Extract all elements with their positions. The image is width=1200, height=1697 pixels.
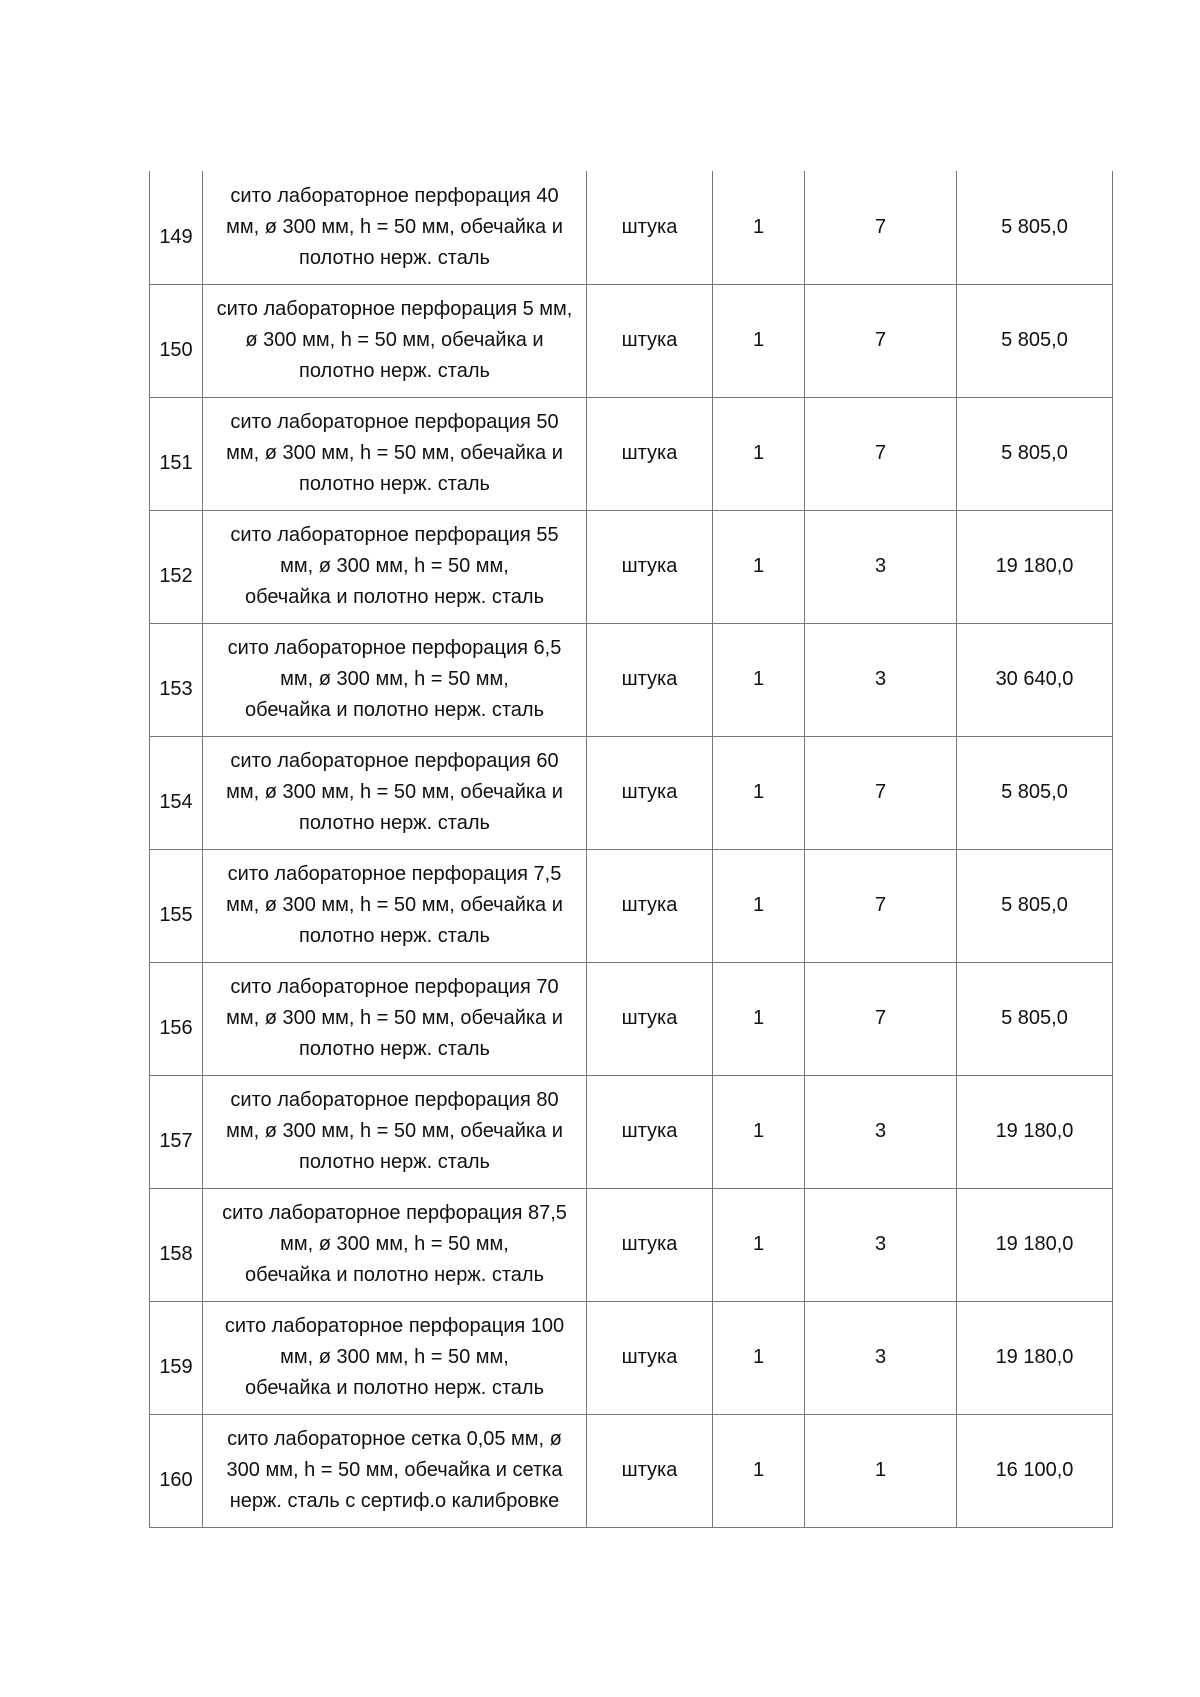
price-cell: 5 805,0 [957, 171, 1113, 284]
item-description-text: сито лабораторное перфорация 87,5 мм, ø 300 мм, h = 50 мм, обечайка и полотно нерж. сталь [222, 1202, 567, 1286]
item-description-text: сито лабораторное перфорация 70 мм, ø 300 мм, h = 50 мм, обечайка и полотно нерж. сталь [226, 976, 563, 1060]
table-row [150, 284, 1113, 397]
item-description-text: сито лабораторное сетка 0,05 мм, ø 300 мм, h = 50 мм, обечайка и сетка нерж. сталь с сертиф.о калибровке [226, 1428, 563, 1512]
item-description [203, 962, 587, 1075]
item-description-text: сито лабораторное перфорация 60 мм, ø 300 мм, h = 50 мм, обечайка и полотно нерж. сталь [226, 750, 563, 834]
table-row [150, 510, 1113, 623]
row-number: 152 [150, 510, 203, 623]
price-cell: 5 805,0 [957, 736, 1113, 849]
unit-cell: штука [587, 962, 713, 1075]
price-cell: 30 640,0 [957, 623, 1113, 736]
quantity-cell: 1 [713, 623, 805, 736]
item-description-text: сито лабораторное перфорация 6,5 мм, ø 300 мм, h = 50 мм, обечайка и полотно нерж. сталь [227, 637, 562, 721]
table-row [150, 962, 1113, 1075]
quantity-cell: 1 [713, 962, 805, 1075]
count-cell: 7 [805, 736, 957, 849]
item-description [203, 171, 587, 284]
price-cell: 19 180,0 [957, 1075, 1113, 1188]
count-cell: 3 [805, 1188, 957, 1301]
item-description [203, 1188, 587, 1301]
quantity-cell: 1 [713, 1301, 805, 1414]
item-description-text: сито лабораторное перфорация 50 мм, ø 300 мм, h = 50 мм, обечайка и полотно нерж. сталь [226, 411, 563, 495]
item-description-text: сито лабораторное перфорация 5 мм, ø 300 мм, h = 50 мм, обечайка и полотно нерж. сталь [216, 298, 573, 382]
row-number: 159 [150, 1301, 203, 1414]
unit-cell: штука [587, 623, 713, 736]
quantity-cell: 1 [713, 1188, 805, 1301]
price-cell: 5 805,0 [957, 284, 1113, 397]
item-description-text: сито лабораторное перфорация 40 мм, ø 300 мм, h = 50 мм, обечайка и полотно нерж. сталь [226, 184, 563, 269]
item-description [203, 1301, 587, 1414]
item-description [203, 1075, 587, 1188]
item-description [203, 623, 587, 736]
price-cell: 19 180,0 [957, 1301, 1113, 1414]
row-number: 151 [150, 397, 203, 510]
price-cell: 16 100,0 [957, 1414, 1113, 1527]
table-row [150, 397, 1113, 510]
count-cell: 3 [805, 1075, 957, 1188]
item-description [203, 510, 587, 623]
unit-cell: штука [587, 171, 713, 284]
item-description [203, 849, 587, 962]
item-description [203, 1414, 587, 1527]
unit-cell: штука [587, 849, 713, 962]
row-number: 160 [150, 1414, 203, 1527]
unit-cell: штука [587, 397, 713, 510]
table-row [150, 849, 1113, 962]
item-description-text: сито лабораторное перфорация 7,5 мм, ø 300 мм, h = 50 мм, обечайка и полотно нерж. сталь [226, 863, 563, 947]
quantity-cell: 1 [713, 397, 805, 510]
item-description-text: сито лабораторное перфорация 80 мм, ø 300 мм, h = 50 мм, обечайка и полотно нерж. сталь [226, 1089, 563, 1173]
table-row [150, 623, 1113, 736]
count-cell: 7 [805, 284, 957, 397]
table-row [150, 736, 1113, 849]
row-number: 149 [150, 171, 203, 284]
quantity-cell: 1 [713, 1414, 805, 1527]
table-row [150, 1075, 1113, 1188]
quantity-cell: 1 [713, 284, 805, 397]
item-description [203, 397, 587, 510]
count-cell: 7 [805, 849, 957, 962]
unit-cell: штука [587, 1301, 713, 1414]
table-row [150, 171, 1113, 284]
item-description [203, 736, 587, 849]
row-number: 157 [150, 1075, 203, 1188]
unit-cell: штука [587, 510, 713, 623]
table-row [150, 1188, 1113, 1301]
count-cell: 1 [805, 1414, 957, 1527]
unit-cell: штука [587, 736, 713, 849]
unit-cell: штука [587, 284, 713, 397]
count-cell: 7 [805, 397, 957, 510]
count-cell: 7 [805, 962, 957, 1075]
row-number: 158 [150, 1188, 203, 1301]
quantity-cell: 1 [713, 1075, 805, 1188]
price-cell: 5 805,0 [957, 962, 1113, 1075]
quantity-cell: 1 [713, 510, 805, 623]
items-table [149, 171, 1113, 1528]
quantity-cell: 1 [713, 736, 805, 849]
row-number: 155 [150, 849, 203, 962]
count-cell: 3 [805, 1301, 957, 1414]
unit-cell: штука [587, 1188, 713, 1301]
item-description-text: сито лабораторное перфорация 55 мм, ø 300 мм, h = 50 мм, обечайка и полотно нерж. сталь [230, 524, 559, 608]
unit-cell: штука [587, 1075, 713, 1188]
price-cell: 19 180,0 [957, 510, 1113, 623]
unit-cell: штука [587, 1414, 713, 1527]
item-description [203, 284, 587, 397]
row-number: 156 [150, 962, 203, 1075]
table-row [150, 1301, 1113, 1414]
count-cell: 7 [805, 171, 957, 284]
price-cell: 5 805,0 [957, 397, 1113, 510]
table-row [150, 1414, 1113, 1527]
item-description-text: сито лабораторное перфорация 100 мм, ø 300 мм, h = 50 мм, обечайка и полотно нерж. сталь [224, 1315, 565, 1399]
row-number: 154 [150, 736, 203, 849]
price-cell: 19 180,0 [957, 1188, 1113, 1301]
count-cell: 3 [805, 623, 957, 736]
quantity-cell: 1 [713, 171, 805, 284]
row-number: 150 [150, 284, 203, 397]
quantity-cell: 1 [713, 849, 805, 962]
row-number: 153 [150, 623, 203, 736]
price-cell: 5 805,0 [957, 849, 1113, 962]
count-cell: 3 [805, 510, 957, 623]
